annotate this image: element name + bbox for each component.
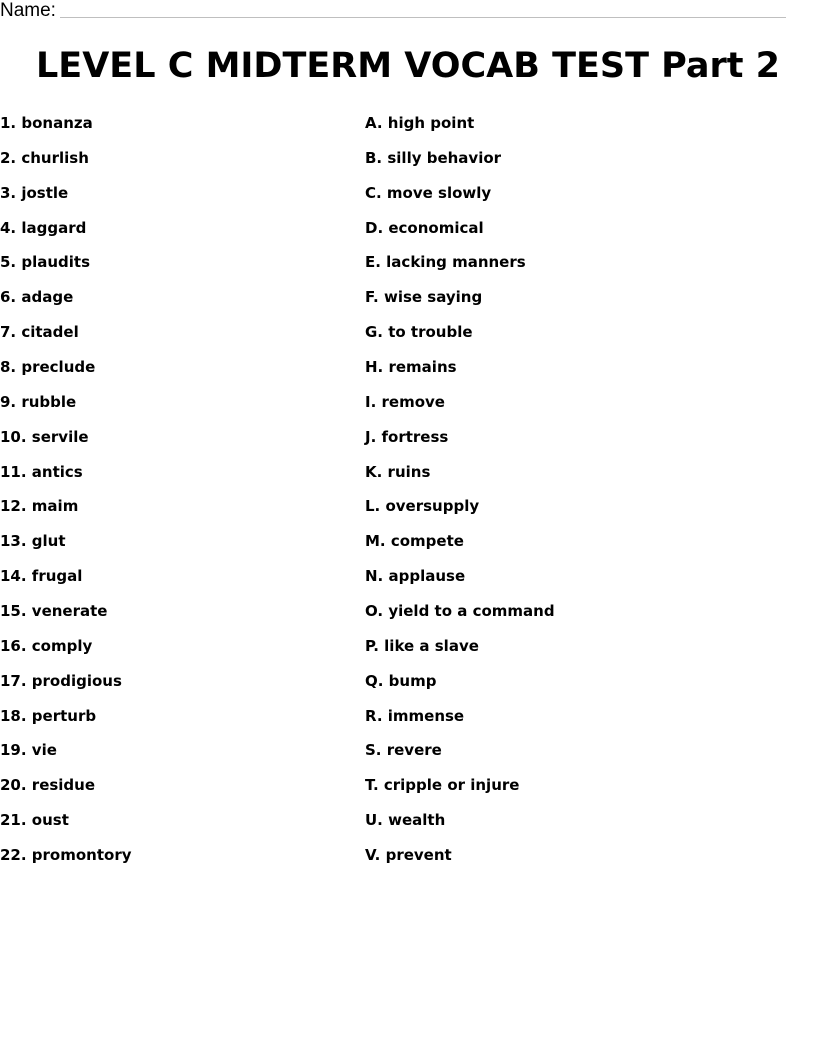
name-field-row xyxy=(0,0,786,22)
definition-item: D. economical xyxy=(365,218,484,237)
definition-item: A. high point xyxy=(365,114,475,132)
definition-item: S. revere xyxy=(365,741,442,760)
definition-list xyxy=(365,113,805,880)
definition-item: J. fortress xyxy=(365,427,449,446)
definition-item: E. lacking manners xyxy=(365,253,526,272)
name-label: Name: xyxy=(0,0,56,21)
name-write-line xyxy=(60,17,786,18)
word-item: 4. laggard xyxy=(0,218,87,237)
definition-item: C. move slowly xyxy=(365,183,492,202)
word-item: 19. vie xyxy=(0,741,57,760)
definition-item: R. immense xyxy=(365,706,465,725)
definition-item: H. remains xyxy=(365,358,457,377)
word-item: 18. perturb xyxy=(0,706,97,725)
word-item: 10. servile xyxy=(0,427,89,446)
word-item: 1. bonanza xyxy=(0,114,93,132)
word-item: 8. preclude xyxy=(0,358,96,377)
definition-item: U. wealth xyxy=(365,811,446,830)
word-item: 12. maim xyxy=(0,497,79,516)
word-item: 2. churlish xyxy=(0,148,89,167)
word-item: 7. citadel xyxy=(0,323,79,342)
word-item: 15. venerate xyxy=(0,602,108,621)
definition-item: T. cripple or injure xyxy=(365,776,520,795)
word-item: 21. oust xyxy=(0,811,69,830)
word-item: 13. glut xyxy=(0,532,66,551)
definition-item: I. remove xyxy=(365,392,445,411)
word-item: 14. frugal xyxy=(0,567,83,586)
word-item: 22. promontory xyxy=(0,846,132,865)
definition-item: G. to trouble xyxy=(365,323,473,342)
definition-item: B. silly behavior xyxy=(365,148,502,167)
word-item: 20. residue xyxy=(0,776,96,795)
definition-item: Q. bump xyxy=(365,671,437,690)
word-list xyxy=(0,113,360,880)
word-item: 3. jostle xyxy=(0,183,69,202)
definition-item: P. like a slave xyxy=(365,636,479,655)
definition-item: N. applause xyxy=(365,567,466,586)
word-item: 9. rubble xyxy=(0,392,77,411)
definition-item: K. ruins xyxy=(365,462,431,481)
word-item: 11. antics xyxy=(0,462,83,481)
definition-item: O. yield to a command xyxy=(365,602,555,621)
definition-item: L. oversupply xyxy=(365,497,480,516)
definition-item: M. compete xyxy=(365,532,464,551)
word-item: 17. prodigious xyxy=(0,671,122,690)
page-title: LEVEL C MIDTERM VOCAB TEST Part 2 xyxy=(36,46,780,86)
word-item: 5. plaudits xyxy=(0,253,91,272)
word-item: 16. comply xyxy=(0,636,93,655)
definition-item: F. wise saying xyxy=(365,288,483,307)
definition-item: V. prevent xyxy=(365,846,452,865)
word-item: 6. adage xyxy=(0,288,74,307)
